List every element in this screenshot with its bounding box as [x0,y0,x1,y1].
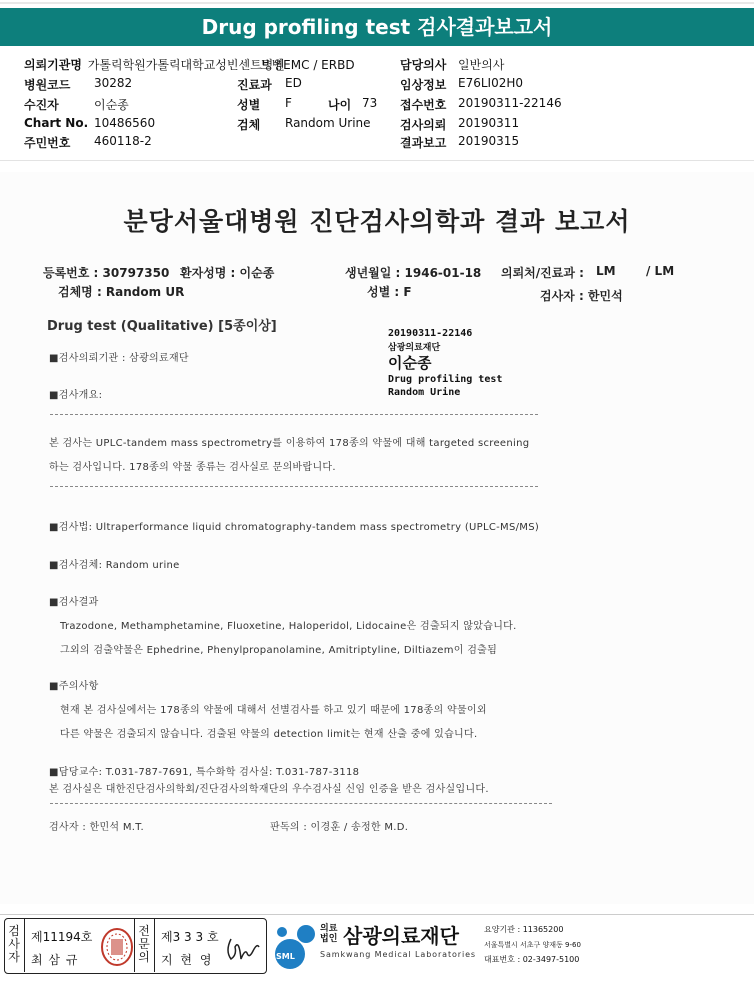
specialist-license-no: 제3 3 3 호 [161,930,219,944]
overview-title: ■검사개요: [49,390,103,401]
overview-line-2: 하는 검사입니다. 178종의 약물 종류는 검사실로 문의바랍니다. [49,462,336,473]
stamp-specimen: Random Urine [388,387,461,398]
referral-value-2: / LM [646,264,675,278]
notice-line-2: 다른 약물은 검출되지 않습니다. 검출된 약물의 detection limit는 현재 산출 중에 있습니다. [60,729,478,740]
age-label: 나이 [328,98,352,112]
org-name: 삼광의료재단 [343,924,459,948]
examiner-seal-icon [100,927,134,967]
request-label: 검사의뢰 [400,118,447,132]
signer-examiner: 검사자 : 한민석 M.T. [49,822,144,833]
birth-date: 생년월일 : 1946-01-18 [345,266,482,280]
stamp-reception: 20190311-22146 [388,328,473,339]
agency-code: 요양기관 : 11365200 [484,925,564,934]
signer-reader: 판독의 : 이경훈 / 송정한 M.D. [270,822,409,833]
resident-value: 460118-2 [94,134,152,148]
hospital-code-value: 30282 [94,76,133,90]
examiner-vertical-label: 검사자 [8,924,20,964]
sml-logo-text: SML [276,952,295,961]
clinical-value: E76LI02H0 [458,76,524,90]
notice-line-1: 현재 본 검사실에서는 178종의 약물에 대해서 선별검사를 하고 있기 때문에 178종의 약물이외 [60,705,487,716]
org-address: 서울특별시 서초구 양재동 9-60 [484,941,581,949]
specialist-vertical-label: 전문의 [138,924,150,964]
patient-name: 환자성명 : 이순종 [180,266,275,280]
org-english-name: Samkwang Medical Laboratories [320,950,476,959]
top-border [0,2,754,4]
reception-row [400,96,562,113]
specimen-label: 검체 [237,118,261,132]
report-examiner: 검사자 : 한민석 [540,289,623,303]
divider-2 [50,486,538,487]
institution-label: 의뢰기관명 [24,58,82,72]
result-title: ■검사결과 [49,597,99,608]
dept-row [237,76,302,93]
sex-label: 성별 [237,98,261,112]
org-type: 의료법인 [320,924,338,944]
specialist-name: 지 현 영 [161,953,214,967]
chart-value: 10486560 [94,116,156,130]
chart-row [24,116,156,130]
reception-label: 접수번호 [400,98,447,112]
test-title: Drug test (Qualitative) [5종이상] [47,319,277,334]
examiner-name: 최 삼 규 [31,953,79,967]
examiner-license-no: 제11194호 [31,930,93,944]
specimen-row [237,116,371,133]
sml-logo-icon [272,920,318,972]
resident-row [24,134,152,151]
referral-label: 의뢰처/진료과 : [501,266,584,280]
specimen-name: 검체명 : Random UR [58,285,185,299]
stamp-org: 삼광의료재단 [388,343,441,353]
stamp-test: Drug profiling test [388,374,503,385]
institution-row [24,56,285,73]
sex-row [237,96,292,113]
resident-label: 주민번호 [24,136,71,150]
referral-value-1: LM [596,264,616,278]
box-divider-2 [134,919,135,972]
specimen-line: ■검사검체: Random urine [49,560,180,571]
age-value: 73 [362,96,378,110]
doctor-label: 담당의사 [400,58,447,72]
request-value: 20190311 [458,116,520,130]
reception-value: 20190311-22146 [458,96,562,110]
header-divider [0,160,754,161]
specimen-value: Random Urine [285,116,371,130]
overview-line-1: 본 검사는 UPLC-tandem mass spectrometry를 이용하여 178종의 약물에 대해 targeted screening [49,438,530,449]
sex-value: F [285,96,292,110]
divider-3 [50,803,552,804]
signature-icon [223,929,263,965]
patient-label: 수진자 [24,98,59,112]
hospital-code-row [24,76,133,93]
doctor-value: 일반의사 [458,58,505,72]
ward-value: 트병EMC / ERBD [260,58,355,72]
certification-line: 본 검사실은 대한진단검사의학회/진단검사의학재단의 우수검사실 신임 인증을 받은 검사실입니다. [49,784,489,795]
report-date-label: 결과보고 [400,136,447,150]
box-divider-1 [24,919,25,972]
request-row [400,116,520,133]
report-date-value: 20190315 [458,134,520,148]
report-sex: 성별 : F [367,285,412,299]
reg-no: 등록번호 : 30797350 [43,266,170,280]
patient-row [24,96,129,113]
age-row [328,96,378,113]
clinical-label: 임상정보 [400,78,447,92]
dept-label: 진료과 [237,78,272,92]
contact-line: ■담당교수: T.031-787-7691, 특수화학 검사실: T.031-787-3118 [49,767,360,778]
divider-1 [50,414,538,415]
institution-value: 가톨릭학원가톨릭대학교성빈센트병원 [87,58,285,72]
report-header-title: Drug profiling test 검사결과보고서 [0,8,754,46]
result-line-2: 그외의 검출약물은 Ephedrine, Phenylpropanolamine, Amitriptyline, Diltiazem이 검출됨 [60,645,498,656]
clinical-row [400,76,524,93]
stamp-patient: 이순종 [388,354,432,372]
result-line-1: Trazodone, Methamphetamine, Fluoxetine, Haloperidol, Lidocaine은 검출되지 않았습니다. [60,621,517,632]
signature-box [4,918,267,974]
org-phone: 대표번호 : 02-3497-5100 [484,955,580,964]
footer-divider [0,914,754,915]
box-divider-3 [154,919,155,972]
hospital-code-label: 병원코드 [24,78,71,92]
report-title: 분당서울대병원 진단검사의학과 결과 보고서 [123,207,631,236]
patient-value: 이순종 [94,98,129,112]
dept-value: ED [285,76,302,90]
report-date-row [400,134,520,151]
method-line: ■검사법: Ultraperformance liquid chromatography-tandem mass spectrometry (UPLC-MS/MS) [49,522,540,533]
notice-title: ■주의사항 [49,681,99,692]
request-org: ■검사의뢰기관 : 삼광의료재단 [49,353,189,364]
doctor-row [400,56,505,73]
chart-label: Chart No. [24,116,89,130]
